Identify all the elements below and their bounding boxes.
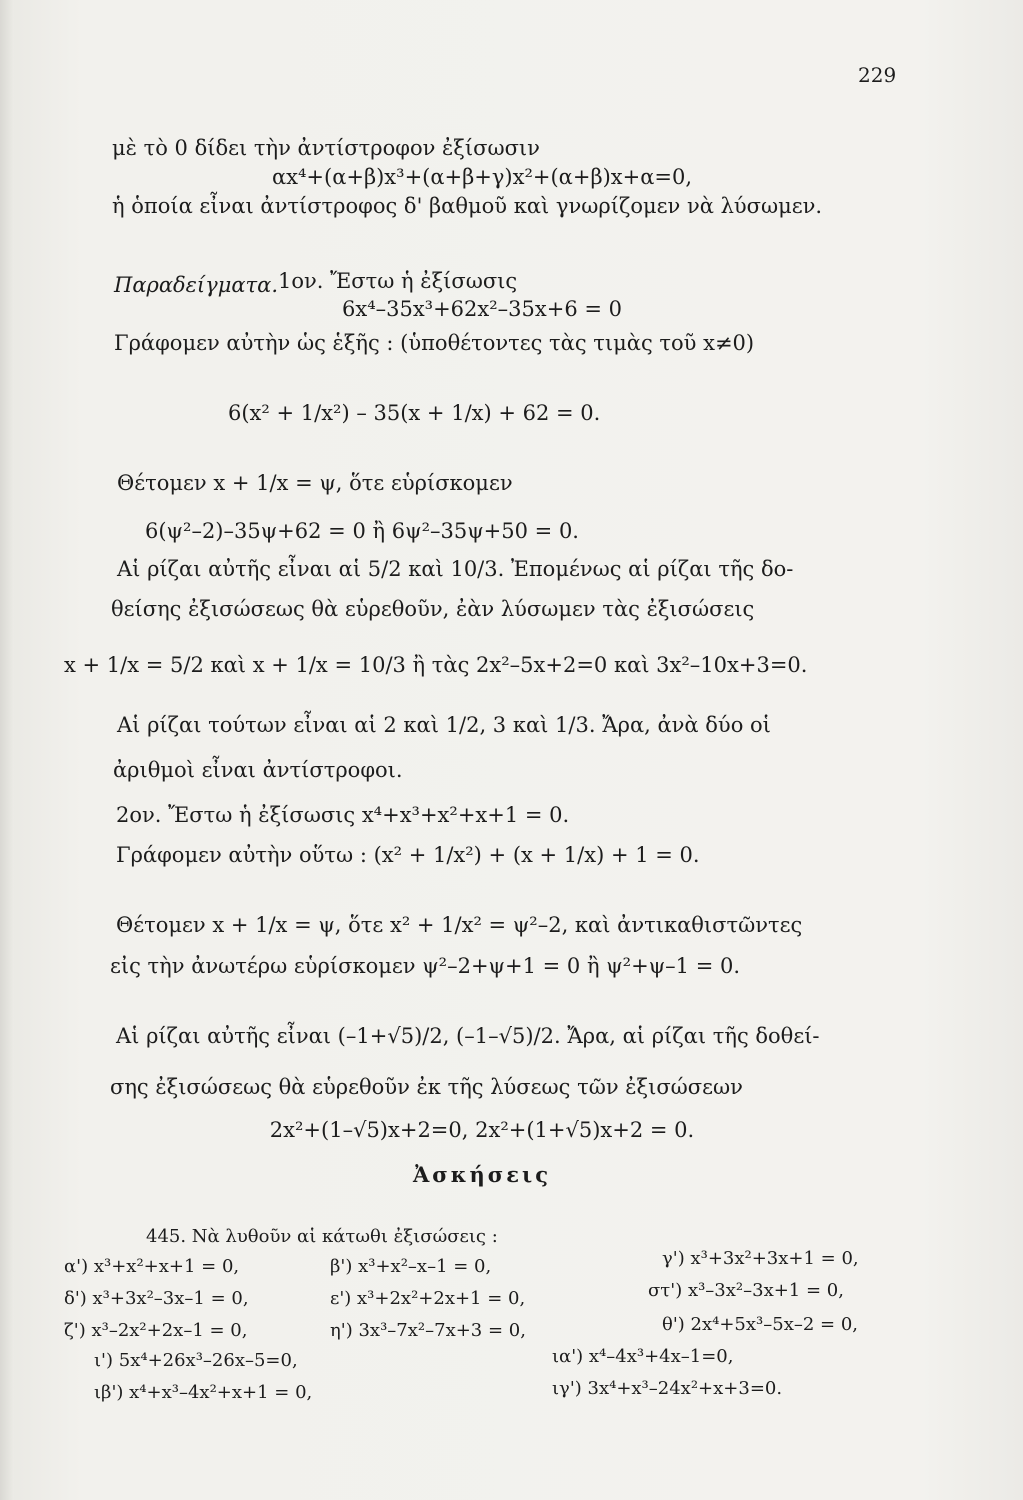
exercise-item: ιβ') x⁴+x³–4x²+x+1 = 0, — [94, 1382, 313, 1403]
equation-rewritten-2: Γράφομεν αὐτὴν οὕτω : (x² + 1/x²) + (x + 1/x) + 1 = 0. — [116, 843, 700, 867]
exercise-item: η') 3x³–7x²–7x+3 = 0, — [330, 1320, 526, 1341]
exercise-item: ε') x³+2x²+2x+1 = 0, — [330, 1288, 526, 1309]
equations-pair-2: 2x²+(1–√5)x+2=0, 2x²+(1+√5)x+2 = 0. — [269, 1118, 695, 1142]
exercise-item: ι') 5x⁴+26x³–26x–5=0, — [94, 1350, 298, 1371]
equations-pair-1: x + 1/x = 5/2 καὶ x + 1/x = 10/3 ἢ τὰς 2x²–5x+2=0 καὶ 3x²–10x+3=0. — [64, 653, 808, 677]
roots-line-3: Αἱ ρίζαι αὐτῆς εἶναι (–1+√5)/2, (–1–√5)/2. Ἄρα, αἱ ρίζαι τῆς δοθεί- — [116, 1024, 820, 1048]
exercise-item: ζ') x³–2x²+2x–1 = 0, — [64, 1320, 248, 1341]
equation-reciprocal: αx⁴+(α+β)x³+(α+β+γ)x²+(α+β)x+α=0, — [271, 165, 693, 189]
page-spine-shadow — [0, 0, 14, 1500]
examples-label: Παραδείγματα. — [114, 273, 279, 297]
equation-psi-1: 6(ψ²–2)–35ψ+62 = 0 ἢ 6ψ²–35ψ+50 = 0. — [145, 519, 579, 543]
exercise-item: γ') x³+3x²+3x+1 = 0, — [662, 1248, 859, 1269]
exercise-item: θ') 2x⁴+5x³–5x–2 = 0, — [662, 1314, 859, 1335]
roots-line-1: Αἱ ρίζαι αὐτῆς εἶναι αἱ 5/2 καὶ 10/3. Ἐπομένως αἱ ρίζαι τῆς δο- — [117, 557, 794, 581]
text-line-rewrite: Γράφομεν αὐτὴν ὡς ἑξῆς : (ὑποθέτοντες τὰς τιμὰς τοῦ x≠0) — [114, 331, 755, 355]
example-1-intro: 1ον. Ἔστω ἡ ἐξίσωσις — [278, 269, 518, 293]
exercise-item: β') x³+x²–x–1 = 0, — [330, 1256, 492, 1277]
exercise-item: α') x³+x²+x+1 = 0, — [64, 1256, 240, 1277]
roots-line-2: Αἱ ρίζαι τούτων εἶναι αἱ 2 καὶ 1/2, 3 καὶ 1/3. Ἄρα, ἀνὰ δύο οἱ — [117, 713, 771, 737]
text-line-1: μὲ τὸ 0 δίδει τὴν ἀντίστροφον ἐξίσωσιν — [112, 136, 540, 160]
exercise-intro: 445. Νὰ λυθοῦν αἱ κάτωθι ἐξισώσεις : — [146, 1226, 498, 1247]
exercise-item: ιγ') 3x⁴+x³–24x²+x+3=0. — [552, 1378, 783, 1399]
text-line-3: ἡ ὁποία εἶναι ἀντίστροφος δ' βαθμοῦ καὶ γνωρίζομεν νὰ λύσωμεν. — [112, 194, 823, 218]
substitution-line-1: Θέτομεν x + 1/x = ψ, ὅτε εὑρίσκομεν — [117, 471, 513, 495]
exercise-item: ια') x⁴–4x³+4x–1=0, — [552, 1346, 734, 1367]
substitution-line-2: Θέτομεν x + 1/x = ψ, ὅτε x² + 1/x² = ψ²–2, καὶ ἀντικαθιστῶντες — [116, 913, 803, 937]
equation-psi-2: εἰς τὴν ἀνωτέρω εὑρίσκομεν ψ²–2+ψ+1 = 0 ἢ ψ²+ψ–1 = 0. — [110, 954, 740, 978]
equation-example-1: 6x⁴–35x³+62x²–35x+6 = 0 — [341, 297, 622, 321]
exercise-item: στ') x³–3x²–3x+1 = 0, — [648, 1280, 844, 1301]
text-line-find: θείσης ἐξισώσεως θὰ εὑρεθοῦν, ἐὰν λύσωμεν τὰς ἐξισώσεις — [111, 597, 755, 621]
example-2-intro: 2ον. Ἔστω ἡ ἐξίσωσις x⁴+x³+x²+x+1 = 0. — [116, 803, 570, 827]
page-number: 229 — [858, 63, 897, 87]
text-line-reciprocal-numbers: ἀριθμοὶ εἶναι ἀντίστροφοι. — [113, 758, 403, 782]
exercise-item: δ') x³+3x²–3x–1 = 0, — [64, 1288, 249, 1309]
text-line-solution: σης ἐξισώσεως θὰ εὑρεθοῦν ἐκ τῆς λύσεως τῶν ἐξισώσεων — [110, 1075, 743, 1099]
equation-rewritten-1: 6(x² + 1/x²) – 35(x + 1/x) + 62 = 0. — [228, 401, 601, 425]
exercises-heading: Ἀσκήσεις — [413, 1162, 551, 1187]
